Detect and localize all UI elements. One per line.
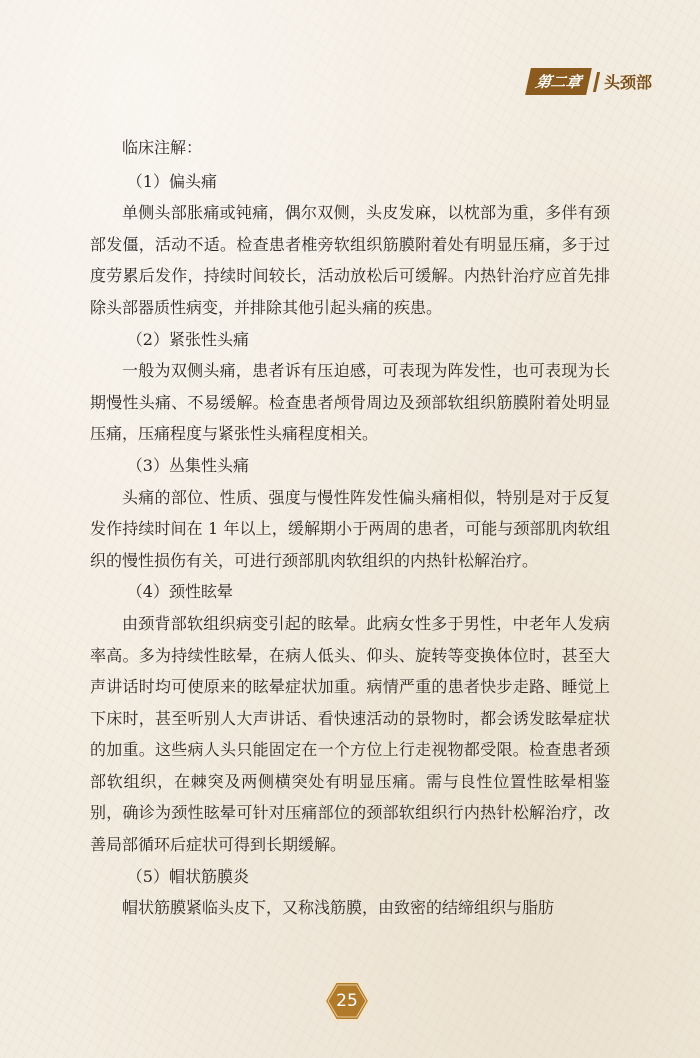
- item-paragraph: 单侧头部胀痛或钝痛，偶尔双侧，头皮发麻，以枕部为重，多伴有颈部发僵，活动不适。检查患者椎旁软组织筋膜附着处有明显压痛，多于过度劳累后发作，持续时间较长，活动放松后可缓解。内热针治疗应首先排除头部器质性病变，并排除其他引起头痛的疾患。: [90, 203, 610, 317]
- item-heading: （5）帽状筋膜炎: [126, 866, 249, 886]
- item-heading: （1）偏头痛: [126, 171, 217, 191]
- item-paragraph: 由颈背部软组织病变引起的眩晕。此病女性多于男性，中老年人发病率高。多为持续性眩晕，在病人低头、仰头、旋转等变换体位时，甚至大声讲话时均可使原来的眩晕症状加重。病情严重的患者快步走路、睡觉上下床时，甚至听别人大声讲话、看快速活动的景物时，都会诱发眩晕症状的加重。这些病人头只能固定在一个方位上行走视物都受限。检查患者颈部软组织，在棘突及两侧横突处有明显压痛。需与良性位置性眩晕相鉴别，确诊为颈性眩晕可针对压痛部位的颈部软组织行内热针松解治疗，改善局部循环后症状可得到长期缓解。: [90, 613, 610, 855]
- item-paragraph: 帽状筋膜紧临头皮下，又称浅筋膜，由致密的结缔组织与脂肪: [122, 898, 555, 918]
- item-paragraph: 头痛的部位、性质、强度与慢性阵发性偏头痛相似，特别是对于反复发作持续时间在 1 年以上，缓解期小于两周的患者，可能与颈部肌肉软组织的慢性损伤有关，可进行颈部肌肉软组织的内热针松解治疗。: [90, 487, 610, 570]
- chapter-header: [528, 68, 652, 95]
- item-heading: （4）颈性眩晕: [126, 582, 233, 602]
- intro-label: 临床注解：: [122, 138, 203, 157]
- page-number: 25: [336, 991, 358, 1011]
- section-title: 头颈部: [603, 73, 652, 92]
- chapter-separator: [593, 72, 600, 92]
- item-heading: （2）紧张性头痛: [126, 329, 249, 349]
- chapter-label: 第二章: [525, 68, 592, 95]
- item-paragraph: 一般为双侧头痛，患者诉有压迫感，可表现为阵发性，也可表现为长期慢性头痛、不易缓解。检查患者颅骨周边及颈部软组织筋膜附着处明显压痛，压痛程度与紧张性头痛程度相关。: [90, 361, 610, 444]
- body-text: [90, 132, 610, 924]
- item-heading: （3）丛集性头痛: [126, 455, 249, 475]
- page-number-badge: [324, 980, 370, 1022]
